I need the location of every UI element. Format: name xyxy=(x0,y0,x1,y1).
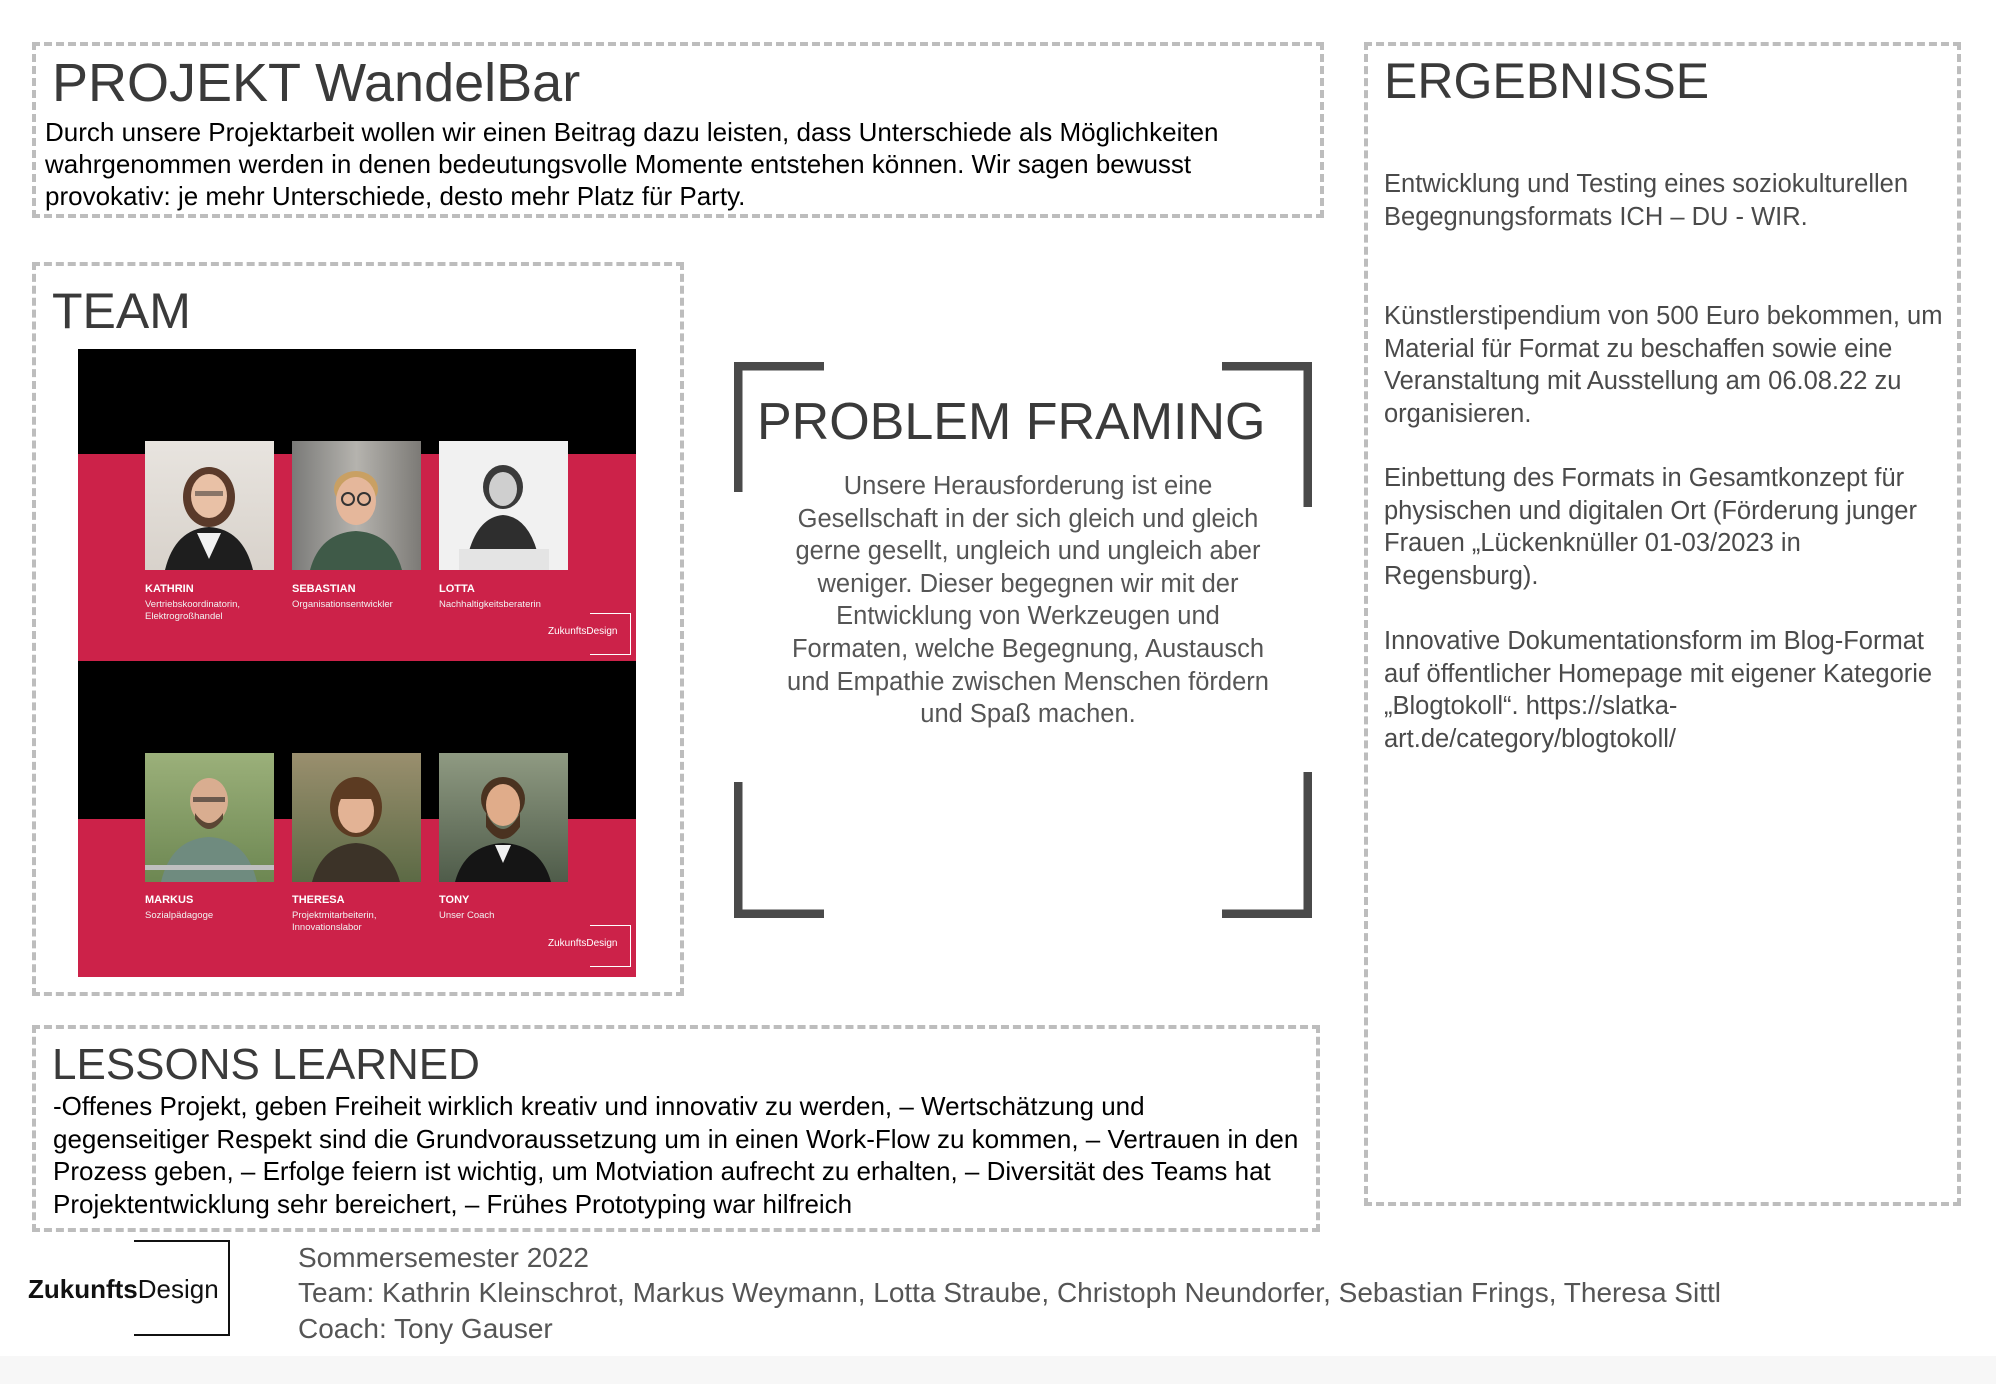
member-name: KATHRIN xyxy=(145,583,194,595)
team-title: TEAM xyxy=(52,283,191,339)
member-name: MARKUS xyxy=(145,894,194,906)
logo-text: ZukunftsDesign xyxy=(548,938,618,949)
member-name: SEBASTIAN xyxy=(292,583,356,595)
problem-framing-text: Unsere Herausforderung ist eine Gesellschaft in der sich gleich und gleich gerne gesellt, ungleich und ungleich aber weniger. Dieser begegnen wir mit der Entwicklung von Werkzeugen und Formaten, welche Begegnung, Austausch und Empathie zwischen Menschen fördern und Spaß machen. xyxy=(787,472,1269,729)
logo-wordmark xyxy=(28,1274,219,1305)
logo-text: ZukunftsDesign xyxy=(548,626,618,637)
zukunftsdesign-logo xyxy=(28,1240,234,1340)
project-description: Durch unsere Projektarbeit wollen wir einen Beitrag dazu leisten, dass Unterschiede als Möglichkeiten wahrgenommen werden in denen bedeutungsvolle Momente entstehen können. Wir sagen bewusst provokativ: je mehr Unterschiede, desto mehr Platz für Party. xyxy=(45,117,1219,211)
lessons-text: -Offenes Projekt, geben Freiheit wirklich kreativ und innovativ zu werden, – Wertschätzung und gegenseitiger Respekt sind die Grundvoraussetzung um in einen Work-Flow zu kommen, – Vertrauen in den Prozess geben, – Erfolge feiern ist wichtig, um Motviation aufrecht zu erhalten, – Diversität des Teams hat Projektentwicklung sehr bereichert, – Frühes Prototyping war hilfreich xyxy=(53,1091,1299,1219)
portrait-photo xyxy=(439,441,568,570)
member-role: Organisationsentwickler xyxy=(292,599,393,610)
footer-semester: Sommersemester 2022 xyxy=(298,1242,590,1273)
person-icon xyxy=(145,441,274,570)
logo-bold: Zukunfts xyxy=(28,1274,138,1304)
footer-team: Team: Kathrin Kleinschrot, Markus Weymann, Lotta Straube, Christoph Neundorfer, Sebastian Frings, Theresa Sittl xyxy=(298,1277,1721,1308)
person-icon xyxy=(292,441,421,570)
portrait-photo xyxy=(439,753,568,882)
team-photo-collage xyxy=(78,349,636,977)
person-icon xyxy=(439,753,568,882)
project-title: PROJEKT WandelBar xyxy=(52,53,581,113)
lessons-title: LESSONS LEARNED xyxy=(52,1040,480,1089)
member-name: LOTTA xyxy=(439,583,475,595)
problem-framing-title: PROBLEM FRAMING xyxy=(757,393,1266,451)
portrait-photo xyxy=(145,753,274,882)
member-name: THERESA xyxy=(292,894,345,906)
person-icon xyxy=(439,441,568,570)
result-item: Innovative Dokumentationsform im Blog-Format auf öffentlicher Homepage mit eigener Kategorie „Blogtokoll“. https://slatka-art.de/category/blogtokoll/ xyxy=(1384,627,1933,753)
footer-coach: Coach: Tony Gauser xyxy=(298,1313,553,1344)
member-role: Vertriebskoordinatorin, Elektrogroßhandel xyxy=(145,599,241,622)
portrait-photo xyxy=(292,441,421,570)
member-role: Unser Coach xyxy=(439,910,495,921)
portrait-photo xyxy=(292,753,421,882)
member-role: Nachhaltigkeitsberaterin xyxy=(439,599,541,610)
results-title: ERGEBNISSE xyxy=(1384,53,1710,109)
member-role: Sozialpädagoge xyxy=(145,910,214,921)
logo-regular: Design xyxy=(137,1274,219,1304)
result-item: Entwicklung und Testing eines soziokulturellen Begegnungsformats ICH – DU - WIR. xyxy=(1384,170,1909,231)
person-icon xyxy=(292,753,421,882)
person-icon xyxy=(145,753,274,882)
member-name: TONY xyxy=(439,894,470,906)
bottom-strip xyxy=(0,1356,1996,1384)
result-item: Künstlerstipendium von 500 Euro bekommen, um Material für Format zu beschaffen sowie eine Veranstaltung mit Ausstellung am 06.08.22 zu organisieren. xyxy=(1384,302,1943,428)
member-role: Projektmitarbeiterin, Innovationslabor xyxy=(292,910,377,933)
result-item: Einbettung des Formats in Gesamtkonzept für physischen und digitalen Ort (Förderung junger Frauen „Lückenknüller 01-03/2023 in Regensburg). xyxy=(1384,464,1917,590)
portrait-photo xyxy=(145,441,274,570)
